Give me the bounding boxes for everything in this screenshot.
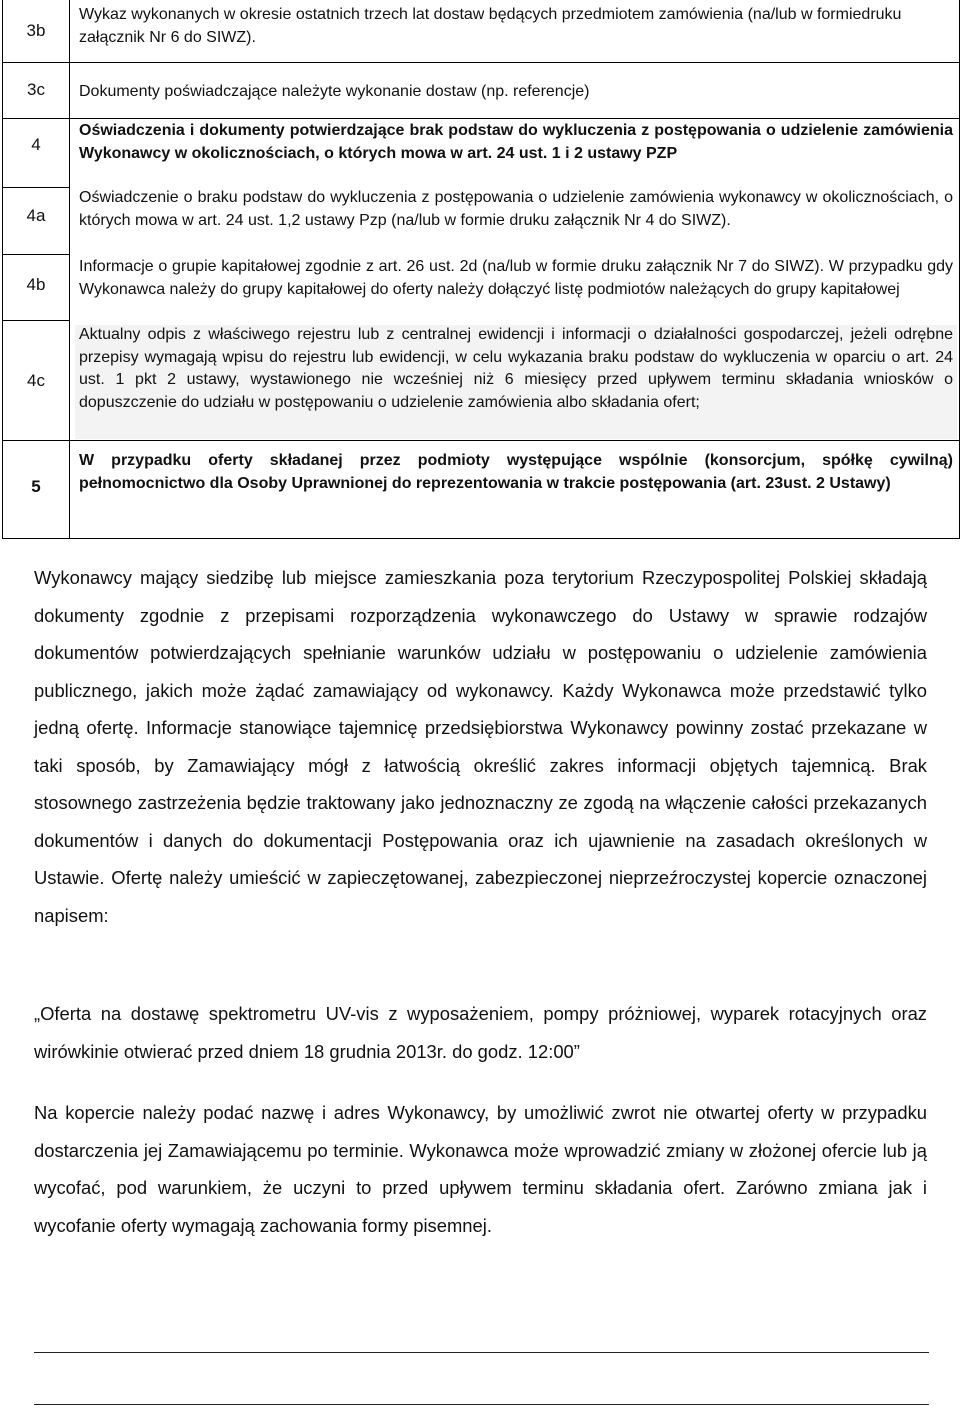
- row-text-3b: Wykaz wykonanych w okresie ostatnich trzech lat dostaw będących przedmiotem zamówienia (na/lub w formiedruku załącznik Nr 6 do SIWZ).: [79, 6, 902, 46]
- row-divider: [3, 254, 69, 255]
- row-divider: [3, 187, 69, 188]
- row-number: 4a: [26, 206, 46, 225]
- row-text-5: W przypadku oferty składanej przez podmioty występujące wspólnie (konsorcjum, spółkę cywilną) pełnomocnictwo dla Osoby Uprawnionej do reprezentowania w trakcie postępowania (art. 23ust. 2 Ustawy): [79, 452, 953, 492]
- paragraph-envelope-label: „Oferta na dostawę spektrometru UV-vis z wyposażeniem, pompy próżniowej, wyparek rotacyjnych oraz wirówkinie otwierać przed dniem 18 grudnia 2013r. do godz. 12:00”: [34, 1003, 927, 1062]
- paragraph-envelope-info: Na kopercie należy podać nazwę i adres Wykonawcy, by umożliwić zwrot nie otwartej oferty w przypadku dostarczenia jej Zamawiającemu po terminie. Wykonawca może wprowadzić zmiany w złożonej ofercie lub ją wycofać, pod warunkiem, że uczyni to przed upływem terminu składania ofert. Zarówno zmiana jak i wycofanie oferty wymagają zachowania formy pisemnej.: [34, 1102, 927, 1236]
- signature-line: [34, 1404, 929, 1405]
- row-text-3c: Dokumenty poświadczające należyte wykonanie dostaw (np. referencje): [79, 83, 590, 100]
- row-divider: [3, 118, 959, 119]
- row-text-4b: Informacje o grupie kapitałowej zgodnie z art. 26 ust. 2d (na/lub w formie druku załącznik Nr 7 do SIWZ). W przypadku gdy Wykonawca należy do grupy kapitałowej do oferty należy dołączyć listę podmiotów należących do grupy kapitałowej: [79, 258, 953, 298]
- row-number: 3b: [26, 21, 46, 40]
- paragraph-foreign-contractors: Wykonawcy mający siedzibę lub miejsce zamieszkania poza terytorium Rzeczypospolitej Polskiej składają dokumenty zgodnie z przepisami rozporządzenia wykonawczego do Ustawy w sprawie rodzajów dokumentów potwierdzających spełnianie warunków udziału w postępowaniu o udzielenie zamówienia publicznego, jakich może żądać zamawiający od wykonawcy. Każdy Wykonawca może przedstawić tylko jedną ofertę. Informacje stanowiące tajemnicę przedsiębiorstwa Wykonawcy powinny zostać przekazane w taki sposób, by Zamawiający mógł z łatwością określić zakres informacji objętych tajemnicą. Brak stosownego zastrzeżenia będzie traktowany jako jednoznaczny ze zgodą na włączenie całości przekazanych dokumentów i danych do dokumentacji Postępowania oraz ich ujawnienie na zasadach określonych w Ustawie. Ofertę należy umieścić w zapieczętowanej, zabezpieczonej nieprzeźroczystej kopercie oznaczonej napisem:: [34, 567, 927, 926]
- row-divider: [3, 62, 959, 63]
- row-number: 5: [31, 477, 41, 496]
- row-text-4a: Oświadczenie o braku podstaw do wykluczenia z postępowania o udzielenie zamówienia wykonawcy w okolicznościach, o których mowa w art. 24 ust. 1,2 ustawy Pzp (na/lub w formie druku załącznik Nr 4 do SIWZ).: [79, 189, 953, 229]
- requirements-table: [2, 0, 960, 539]
- row-number: 3c: [27, 80, 45, 99]
- row-divider: [3, 320, 69, 321]
- row-number: 4: [31, 135, 41, 154]
- row-text-4c: Aktualny odpis z właściwego rejestru lub z centralnej ewidencji i informacji o działalności gospodarczej, jeżeli odrębne przepisy wymagają wpisu do rejestru lub ewidencji, w celu wykazania braku podstaw do wykluczenia w oparciu o art. 24 ust. 1 pkt 2 ustawy, wystawionego nie wcześniej niż 6 miesięcy przed upływem terminu składania wniosków o dopuszczenie do udziału w postępowaniu o udzielenie zamówienia albo składania ofert;: [79, 326, 953, 411]
- signature-line: [34, 1352, 929, 1353]
- row-number: 4c: [27, 371, 45, 390]
- row-text-4: Oświadczenia i dokumenty potwierdzające brak podstaw do wykluczenia z postępowania o udzielenie zamówienia Wykonawcy w okolicznościach, o których mowa w art. 24 ust. 1 i 2 ustawy PZP: [79, 122, 953, 162]
- row-divider: [3, 440, 959, 441]
- row-number: 4b: [26, 275, 46, 294]
